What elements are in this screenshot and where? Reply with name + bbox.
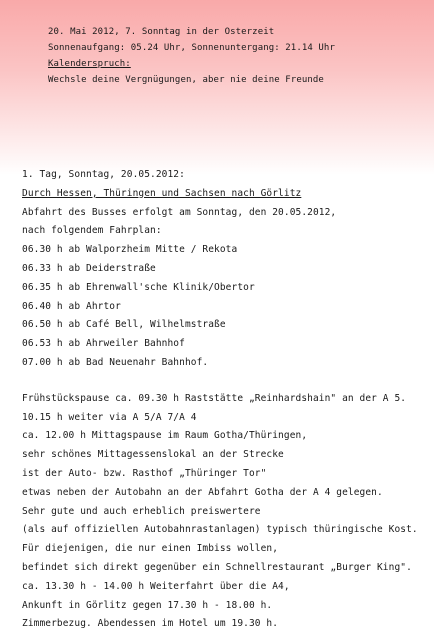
detail-line: etwas neben der Autobahn an der Abfahrt Gotha der A 4 gelegen. xyxy=(22,486,383,498)
day1-intro-2: nach folgendem Fahrplan: xyxy=(22,225,162,237)
schedule-item: 06.50 h ab Café Bell, Wilhelmstraße xyxy=(22,319,226,331)
schedule-item: 06.30 h ab Walporzheim Mitte / Rekota xyxy=(22,244,238,256)
calendar-header xyxy=(48,24,428,88)
day1-route: Durch Hessen, Thüringen und Sachsen nach Görlitz xyxy=(22,187,302,199)
paragraph-gap xyxy=(22,373,430,390)
saying-text: Wechsle deine Vergnügungen, aber nie deine Freunde xyxy=(48,75,324,85)
detail-line: ca. 13.30 h - 14.00 h Weiterfahrt über die A4, xyxy=(22,580,290,592)
detail-line: Zimmerbezug. Abendessen im Hotel um 19.30 h. xyxy=(22,618,279,630)
schedule-item: 07.00 h ab Bad Neuenahr Bahnhof. xyxy=(22,356,209,368)
day1-title: 1. Tag, Sonntag, 20.05.2012: xyxy=(22,169,185,180)
schedule-item: 06.33 h ab Deiderstraße xyxy=(22,262,156,274)
detail-line: (als auf offiziellen Autobahnrastanlagen) typisch thüringische Kost. xyxy=(22,524,418,536)
detail-line: sehr schönes Mittagessenslokal an der Strecke xyxy=(22,449,284,461)
schedule-item: 06.35 h ab Ehrenwall'sche Klinik/Obertor xyxy=(22,281,255,293)
detail-line: Ankunft in Görlitz gegen 17.30 h - 18.00 h. xyxy=(22,599,273,611)
saying-label: Kalenderspruch: xyxy=(48,59,131,69)
detail-line: Sehr gute und auch erheblich preiswertere xyxy=(22,505,261,517)
detail-line: Für diejenigen, die nur einen Imbiss wollen, xyxy=(22,543,279,555)
day1-intro-1: Abfahrt des Busses erfolgt am Sonntag, den 20.05.2012, xyxy=(22,206,337,218)
detail-line: Frühstückspause ca. 09.30 h Raststätte „Reinhardshain" an der A 5. xyxy=(22,392,407,404)
detail-line: befindet sich direkt gegenüber ein Schnellrestaurant „Burger King". xyxy=(22,561,412,573)
day1-section xyxy=(22,166,430,634)
sun-times-line: Sonnenaufgang: 05.24 Uhr, Sonnenuntergang: 21.14 Uhr xyxy=(48,43,335,53)
schedule-item: 06.53 h ab Ahrweiler Bahnhof xyxy=(22,338,185,350)
date-line: 20. Mai 2012, 7. Sonntag in der Osterzeit xyxy=(48,27,275,37)
detail-line: ca. 12.00 h Mittagspause im Raum Gotha/Thüringen, xyxy=(22,430,308,442)
detail-line: ist der Auto- bzw. Rasthof „Thüringer Tor" xyxy=(22,467,267,479)
detail-line: 10.15 h weiter via A 5/A 7/A 4 xyxy=(22,411,197,423)
schedule-item: 06.40 h ab Ahrtor xyxy=(22,300,121,312)
